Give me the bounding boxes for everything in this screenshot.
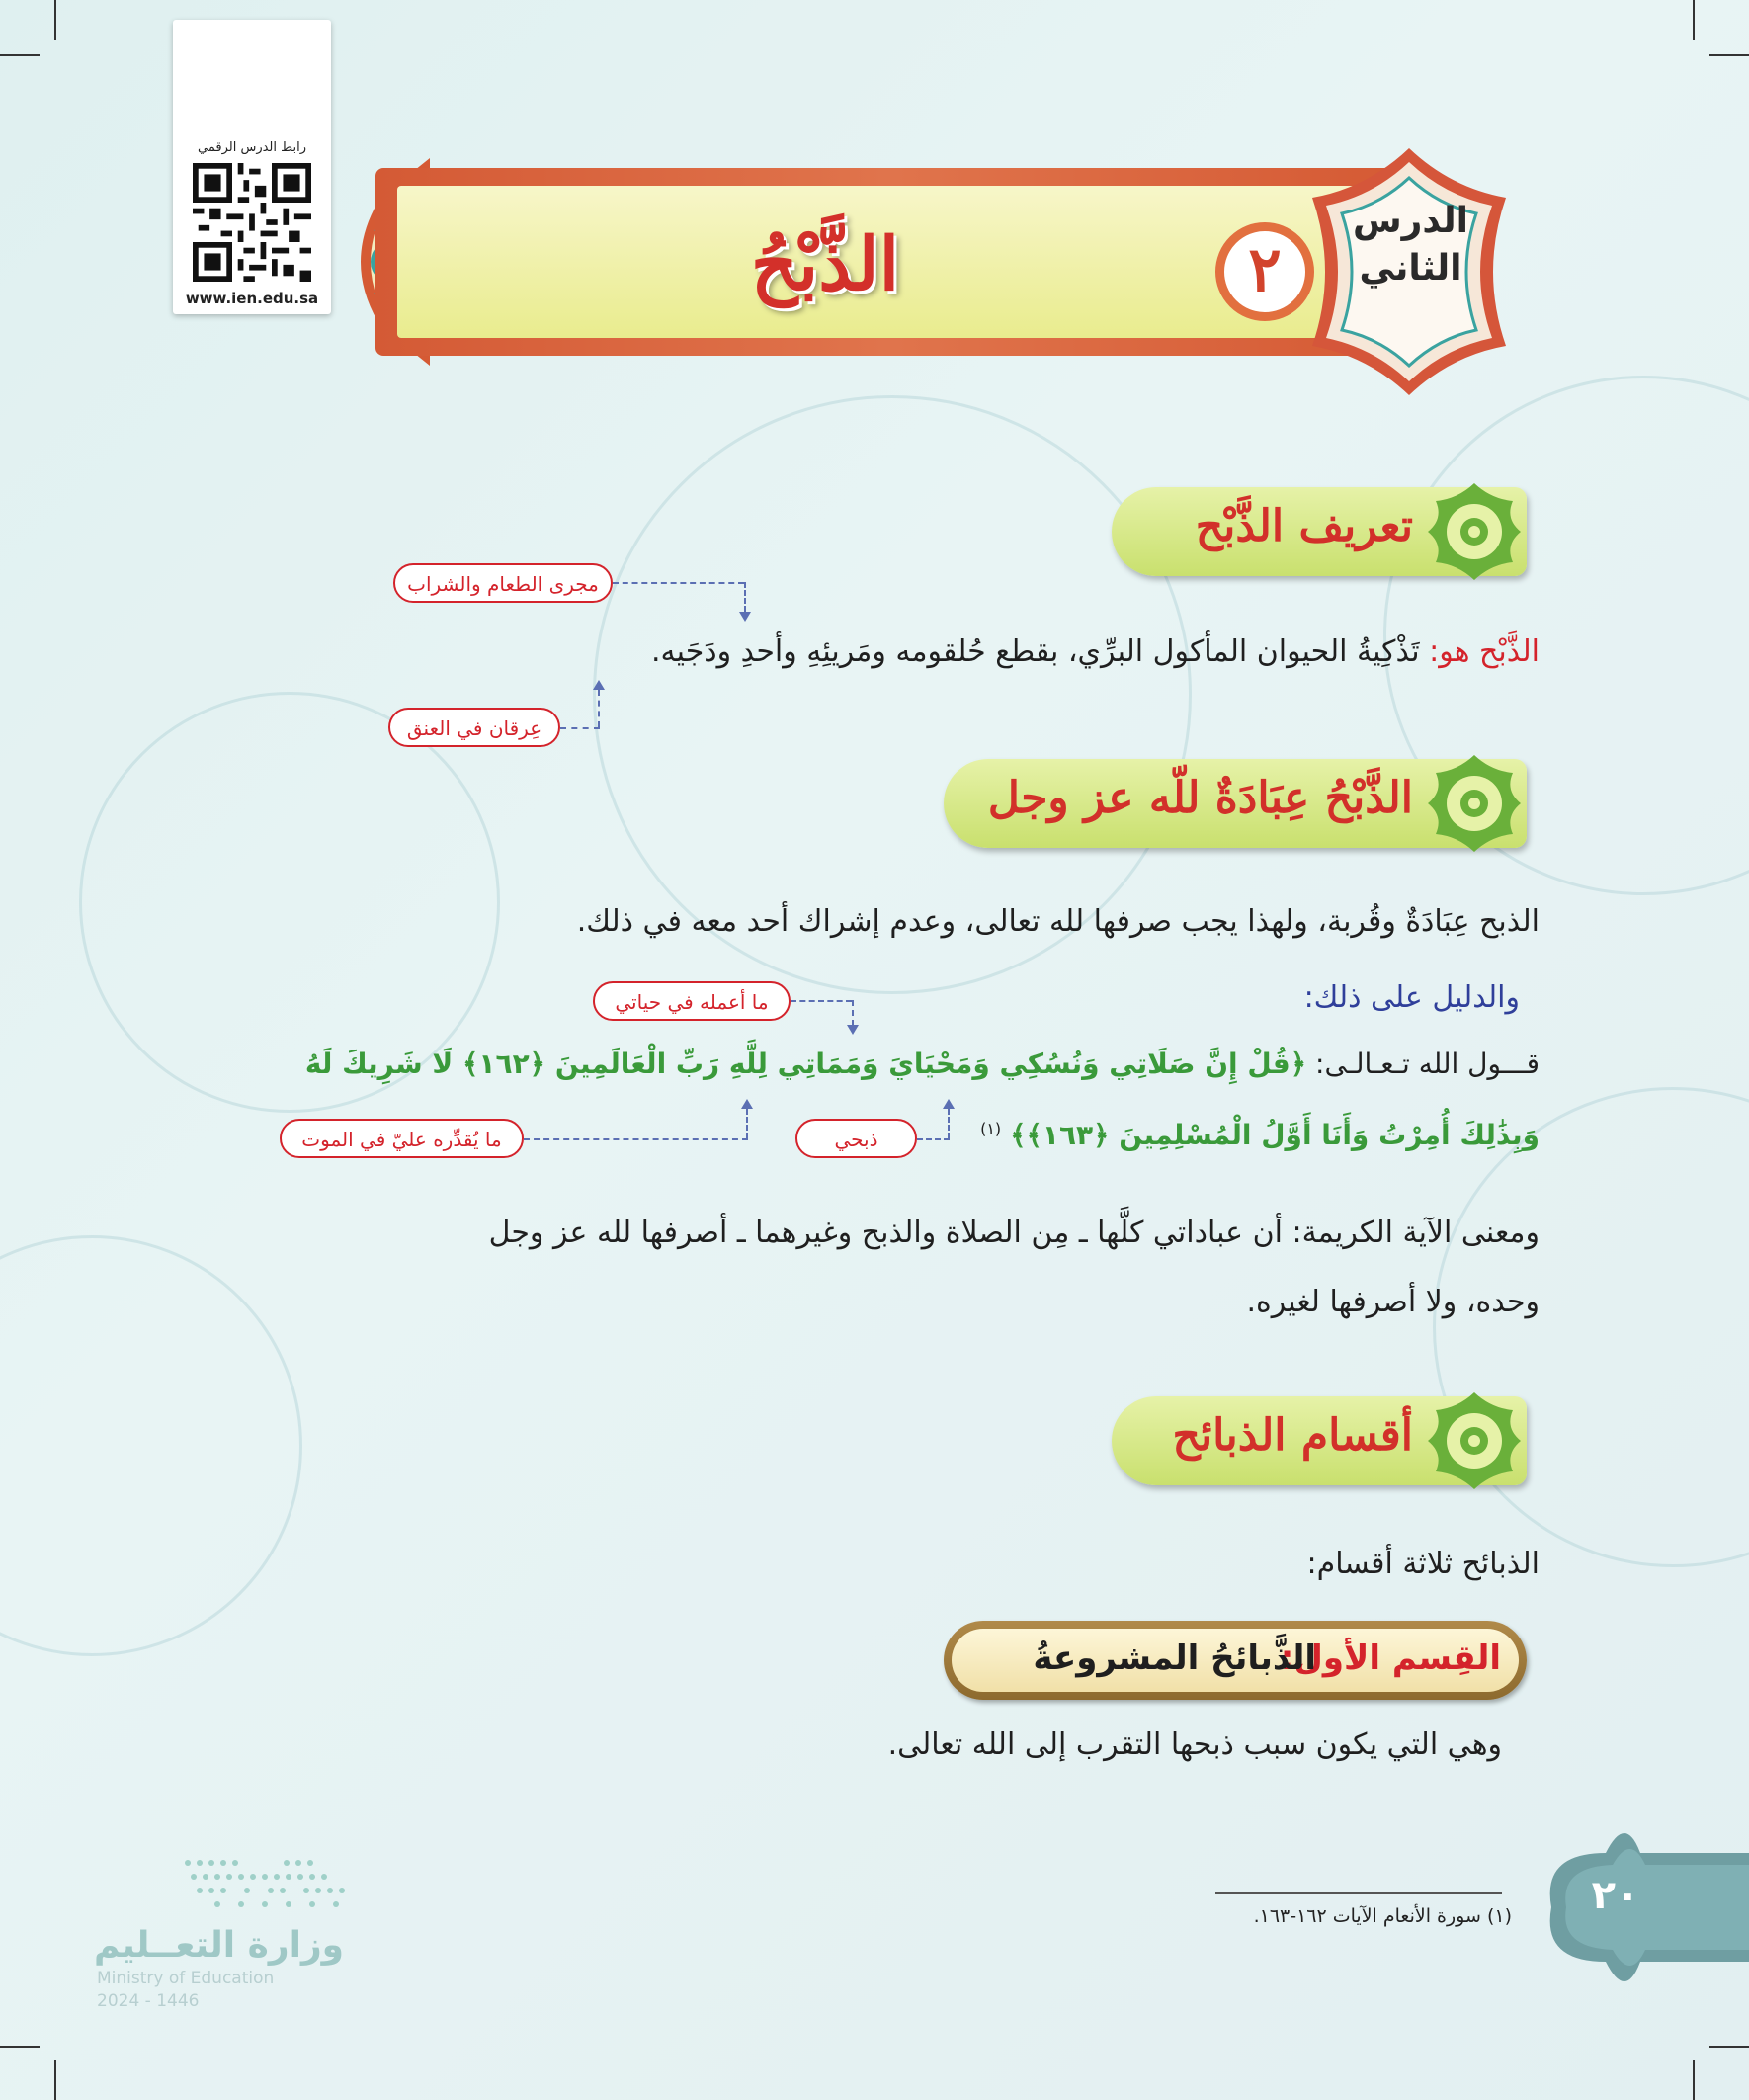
connector-line [746,1109,748,1138]
section-header-definition [1112,487,1527,576]
lesson-label-line2: الثاني [1359,248,1462,289]
definition-text: تَذْكِيةُ الحيوان المأكول البرِّي، بقطع حُلقومه ومَريئِهِ وأحدِ ودَجَيه. [651,634,1420,669]
quote-intro: قـــول الله تـعـالـى: [1315,1048,1540,1080]
verse-line-2 [980,1119,1540,1151]
footnote-ref[interactable]: (١) [980,1119,1002,1138]
note-food-passage: مجرى الطعام والشراب [393,563,613,603]
connector-line [948,1109,950,1138]
ministry-name-english: Ministry of Education [97,1969,275,1988]
page-number: ٢٠ [1591,1873,1640,1918]
section-title-definition: تعريف الذَّبْح [1195,501,1413,551]
worship-text: الذبح عِبَادَةٌ وقُربة، ولهذا يجب صرفها لله تعالى، وعدم إشراك أحد معه في ذلك. [576,904,1540,939]
qr-card[interactable] [173,20,331,314]
note-sacrifice: ذبحي [795,1119,917,1158]
connector-line [560,727,600,729]
connector-line [917,1138,950,1140]
note-life: ما أعمله في حياتي [593,981,791,1021]
crop-mark [1693,2060,1695,2100]
qr-code-icon[interactable] [193,163,311,282]
flower-ornament-icon [1422,1388,1527,1493]
verse-text-1: ﴿قُلْ إِنَّ صَلَاتِي وَنُسُكِي وَمَحْيَايَ وَمَمَاتِي لِلَّهِ رَبِّ الْعَالَمِينَ ﴿١٦٢﴾ لَا شَرِيكَ لَهُ [304,1048,1307,1080]
definition-line [651,634,1540,669]
flower-ornament-icon [1422,479,1527,584]
crop-mark [54,0,56,40]
arrow-down-icon [739,612,751,622]
lesson-label [1344,198,1477,293]
section-title-worship: الذَّبْحُ عِبَادَةٌ للّه عز وجل [987,773,1413,823]
ministry-logo-icon [178,1853,356,1912]
crop-mark [1693,0,1695,40]
ministry-year: 2024 - 1446 [97,1991,200,2011]
lesson-number: ٢ [1215,222,1314,321]
section-title-types: أقسام الذبائح [1172,1410,1413,1461]
meaning-line-2: وحده، ولا أصرفها لغيره. [1246,1285,1540,1319]
lesson-title: الذَّبْحُ [750,222,900,307]
first-type-description: وهي التي يكون سبب ذبحها التقرب إلى الله تعالى. [887,1727,1502,1762]
crop-mark [0,54,40,56]
first-type-value: الذَّبائحُ المشروعةُ [1033,1638,1316,1678]
evidence-label: والدليل على ذلك: [1303,980,1520,1015]
qr-caption: رابط الدرس الرقمي [198,140,306,155]
lesson-label-line1: الدرس [1352,201,1469,241]
note-death: ما يُقدِّره عليّ في الموت [280,1119,524,1158]
connector-line [744,582,746,612]
connector-line [524,1138,748,1140]
section-header-types [1112,1396,1527,1485]
connector-line [852,1000,854,1026]
arrow-up-icon [593,680,605,690]
footnote: (١) سورة الأنعام الآيات ١٦٢-١٦٣. [1253,1905,1512,1927]
connector-line [791,1000,852,1002]
arrow-down-icon [847,1025,859,1035]
arrow-up-icon [741,1099,753,1109]
crop-mark [1709,54,1749,56]
connector-line [598,690,600,727]
first-type-header-inner [952,1629,1519,1692]
first-type-header [944,1621,1527,1700]
connector-line [613,582,744,584]
verse-line-1 [305,1048,1540,1080]
types-intro: الذبائح ثلاثة أقسام: [1306,1547,1540,1581]
footnote-divider [1215,1892,1502,1894]
flower-ornament-icon [1422,751,1527,856]
background-ornament [0,1235,302,1656]
crop-mark [1709,2046,1749,2048]
arrow-up-icon [943,1099,955,1109]
meaning-line-1: ومعنى الآية الكريمة: أن عباداتي كلَّها ـ مِن الصلاة والذبح وغيرهما ـ أصرفها لله عز وجل [488,1216,1540,1250]
first-type-label: القِسم الأول: [1280,1638,1501,1678]
crop-mark [54,2060,56,2100]
background-ornament [1433,1087,1749,1567]
qr-url[interactable]: www.ien.edu.sa [185,290,319,307]
crop-mark [0,2046,40,2048]
note-neck-veins: عِرقان في العنق [388,708,560,747]
definition-term: الذَّبْح هو: [1429,634,1540,669]
ministry-name-arabic: وزارة التعــليم [94,1925,345,1966]
section-header-worship [944,759,1527,848]
verse-text-2: وَبِذَٰلِكَ أُمِرْتُ وَأَنَا أَوَّلُ الْمُسْلِمِينَ ﴿١٦٣﴾﴾ [1010,1119,1540,1151]
